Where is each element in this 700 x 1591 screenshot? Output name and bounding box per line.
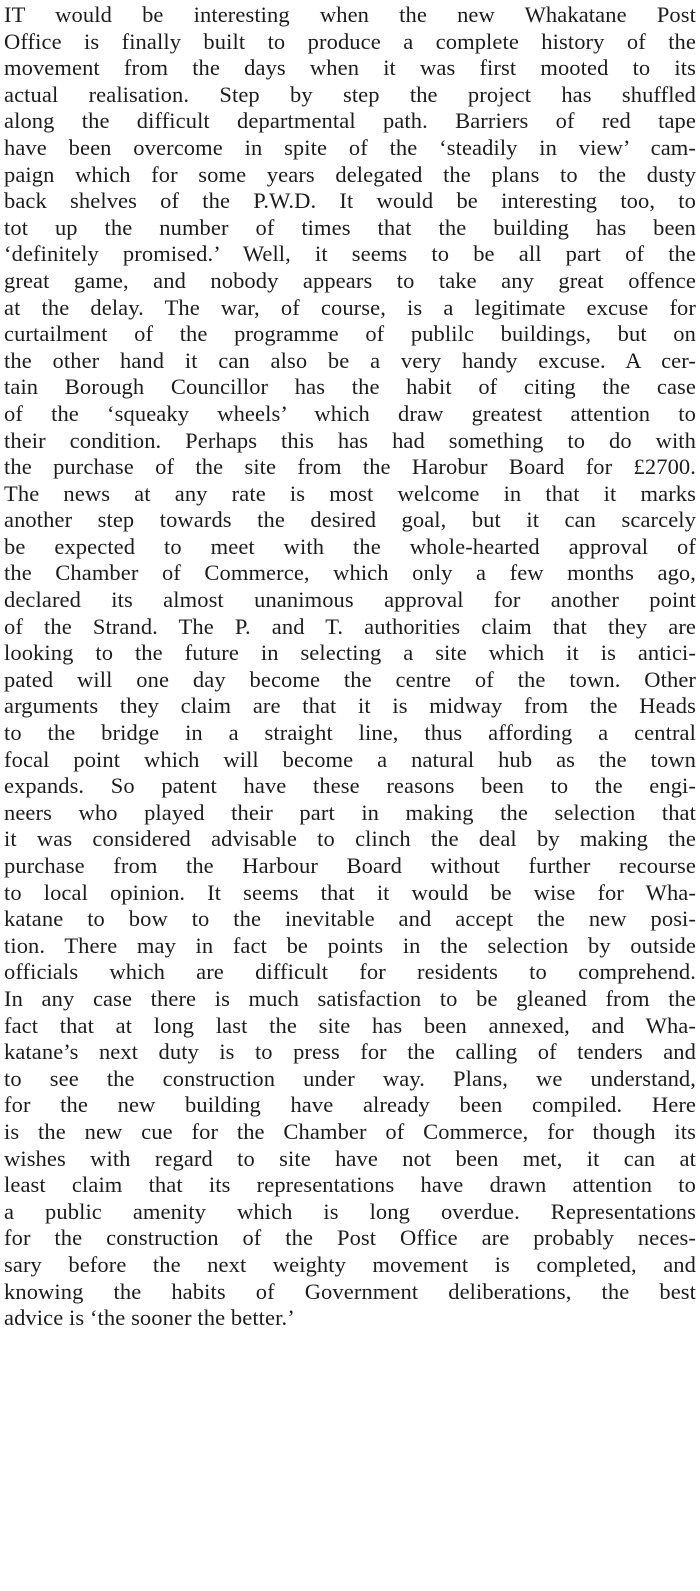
article-body: [4, 2, 696, 1332]
article-line-23: declared its almost unanimous approval for another point: [4, 587, 696, 613]
article-line-10: ‘definitely promised.’ Well, it seems to be all part of the: [4, 241, 696, 267]
article-line-6: have been overcome in spite of the ‘steadily in view’ cam-: [4, 134, 696, 160]
article-line-40: katane’s next duty is to press for the calling of tenders and: [4, 1039, 696, 1065]
article-line-12: at the delay. The war, of course, is a legitimate excuse for: [4, 294, 696, 320]
article-line-19: The news at any rate is most welcome in that it marks: [4, 480, 696, 506]
article-line-45: least claim that its representations have drawn attention to: [4, 1172, 696, 1198]
article-line-11: great game, and nobody appears to take any great offence: [4, 267, 696, 293]
article-line-5: along the difficult departmental path. Barriers of red tape: [4, 108, 696, 134]
article-line-22: the Chamber of Commerce, which only a few months ago,: [4, 560, 696, 586]
article-line-2: Office is finally built to produce a complete history of the: [4, 28, 696, 54]
article-line-29: focal point which will become a natural hub as the town: [4, 746, 696, 772]
article-line-41: to see the construction under way. Plans, we understand,: [4, 1065, 696, 1091]
article-line-43: is the new cue for the Chamber of Commerce, for though its: [4, 1118, 696, 1144]
article-line-14: the other hand it can also be a very handy excuse. A cer-: [4, 347, 696, 373]
article-line-27: arguments they claim are that it is midway from the Heads: [4, 693, 696, 719]
article-line-7: paign which for some years delegated the plans to the dusty: [4, 161, 696, 187]
article-line-32: it was considered advisable to clinch the deal by making the: [4, 826, 696, 852]
article-line-49: knowing the habits of Government deliberations, the best: [4, 1278, 696, 1304]
article-line-8: back shelves of the P.W.D. It would be interesting too, to: [4, 188, 696, 214]
article-line-36: tion. There may in fact be points in the selection by outside: [4, 932, 696, 958]
article-line-44: wishes with regard to site have not been met, it can at: [4, 1145, 696, 1171]
article-line-15: tain Borough Councillor has the habit of citing the case: [4, 374, 696, 400]
article-line-42: for the new building have already been compiled. Here: [4, 1092, 696, 1118]
article-line-17: their condition. Perhaps this has had something to do with: [4, 427, 696, 453]
article-line-25: looking to the future in selecting a site which it is antici-: [4, 640, 696, 666]
article-line-46: a public amenity which is long overdue. Representations: [4, 1198, 696, 1224]
article-line-37: officials which are difficult for residents to comprehend.: [4, 959, 696, 985]
article-line-47: for the construction of the Post Office are probably neces-: [4, 1225, 696, 1251]
article-line-9: tot up the number of times that the building has been: [4, 214, 696, 240]
article-line-1: IT would be interesting when the new Whakatane Post: [4, 2, 696, 27]
article-line-3: movement from the days when it was first mooted to its: [4, 55, 696, 81]
article-line-4: actual realisation. Step by step the project has shuffled: [4, 81, 696, 107]
article-line-18: the purchase of the site from the Harobur Board for £2700.: [4, 454, 696, 480]
article-line-48: sary before the next weighty movement is completed, and: [4, 1251, 696, 1277]
article-line-35: katane to bow to the inevitable and accept the new posi-: [4, 906, 696, 932]
article-line-26: pated will one day become the centre of the town. Other: [4, 666, 696, 692]
article-line-31: neers who played their part in making the selection that: [4, 799, 696, 825]
article-line-33: purchase from the Harbour Board without further recourse: [4, 853, 696, 878]
article-line-20: another step towards the desired goal, but it can scarcely: [4, 507, 696, 533]
article-line-38: In any case there is much satisfaction to be gleaned from the: [4, 985, 696, 1011]
article-line-50: advice is ‘the sooner the better.’: [4, 1305, 295, 1331]
article-line-28: to the bridge in a straight line, thus affording a central: [4, 720, 696, 746]
article-line-34: to local opinion. It seems that it would be wise for Wha-: [4, 879, 696, 905]
article-line-21: be expected to meet with the whole-hearted approval of: [4, 533, 696, 559]
article-line-24: of the Strand. The P. and T. authorities claim that they are: [4, 613, 696, 639]
article-line-39: fact that at long last the site has been annexed, and Wha-: [4, 1012, 696, 1038]
article-line-30: expands. So patent have these reasons been to the engi-: [4, 773, 696, 799]
article-line-13: curtailment of the programme of publilc buildings, but on: [4, 321, 696, 347]
article-line-16: of the ‘squeaky wheels’ which draw greatest attention to: [4, 400, 696, 426]
